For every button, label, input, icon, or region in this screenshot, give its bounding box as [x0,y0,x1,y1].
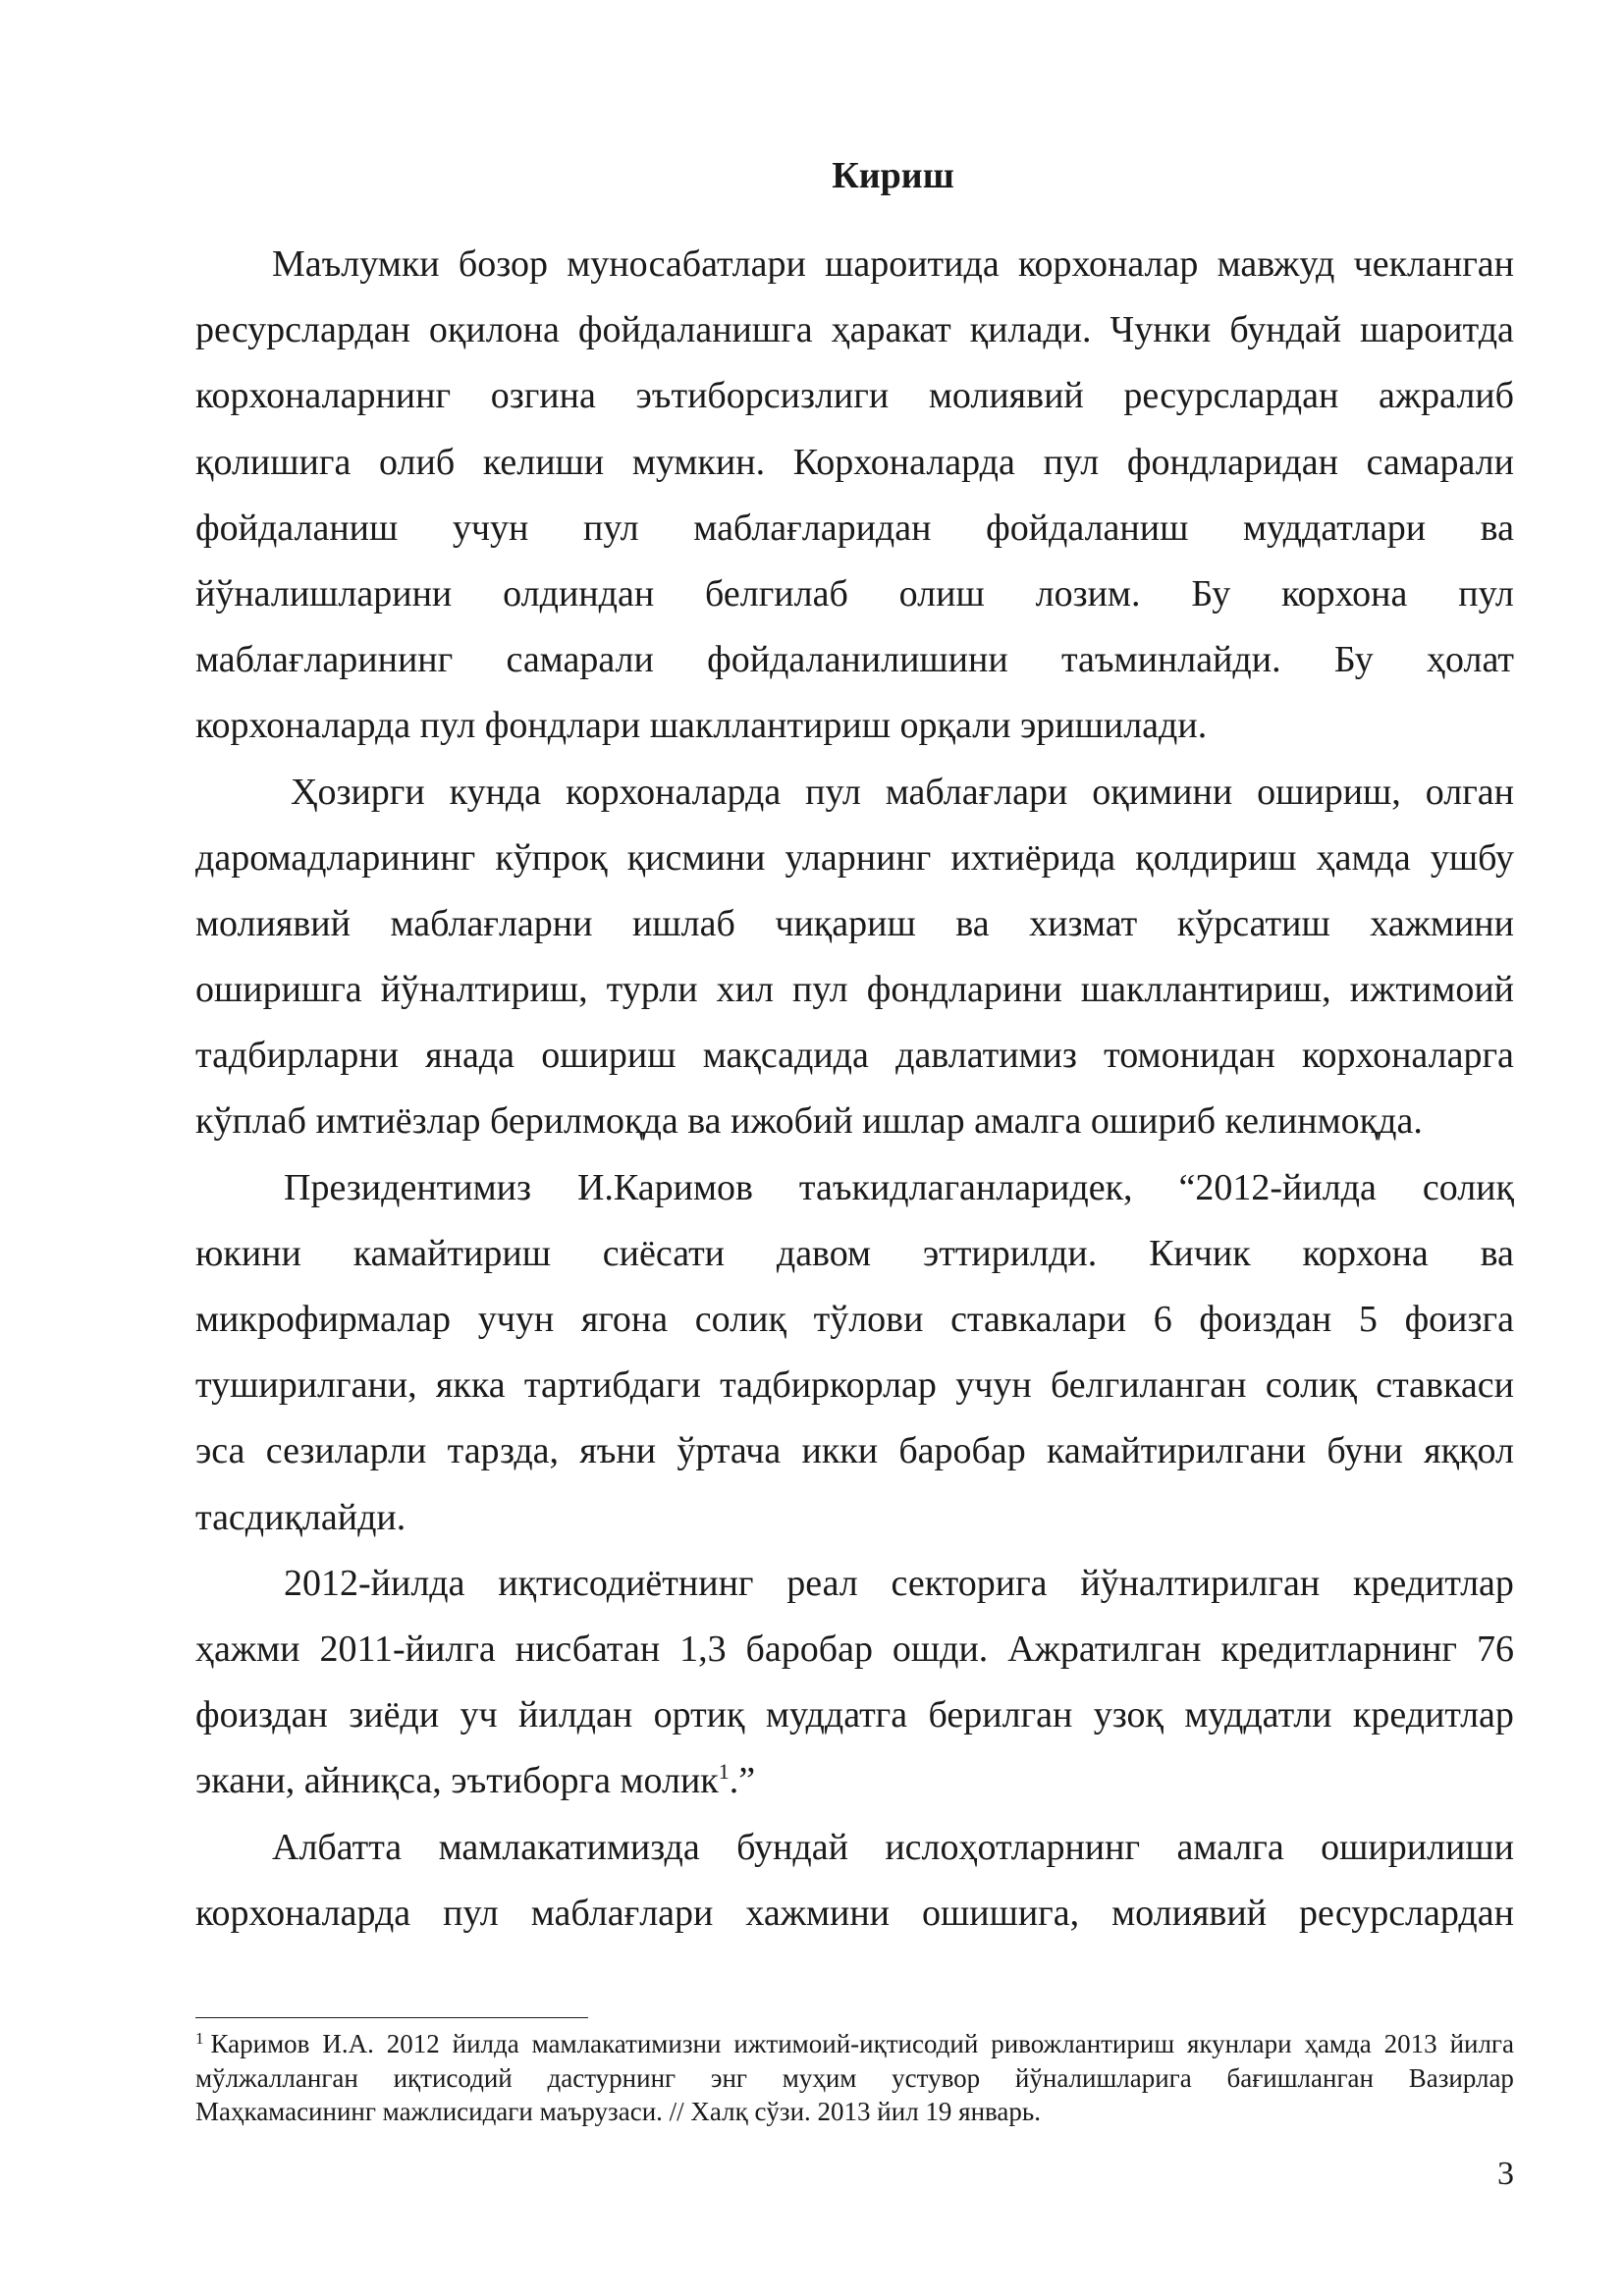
word: иқтисодиётнинг [498,1562,754,1604]
page-title: Кириш [832,155,954,196]
word: учун [477,1299,555,1340]
word: ошди. [892,1628,989,1670]
word: пул [1043,441,1100,483]
word: мақсадида [702,1035,869,1077]
word: йўналтириш, [380,969,588,1011]
text-line: тасдиқлайди. [195,1496,406,1538]
word: маблағлари [885,771,1068,813]
word: баробар [898,1430,1026,1472]
word: буни [1326,1430,1403,1472]
word: 2012-йилда [284,1562,465,1604]
word: олиш [898,572,985,614]
word: корхоналарда [195,1892,411,1934]
word: йилдан [518,1694,633,1736]
footnote-line [195,2027,1514,2061]
word: тадбирларни [195,1035,399,1077]
word: зиёди [349,1694,440,1736]
word: ошишига, [921,1892,1080,1934]
word: ягона [580,1299,669,1340]
word: тадбиркорлар [720,1364,937,1407]
word: солиқ [1265,1364,1357,1407]
word: олган [1425,771,1514,813]
word: И.Каримов [576,1166,753,1208]
word: қисмини [626,836,766,879]
word: И.А. [322,2029,374,2058]
word: яққол [1424,1430,1514,1472]
word: бағишланган [1226,2062,1374,2093]
word: баробар [745,1628,873,1670]
word: муносабатлари [567,243,806,285]
word: ҳажми [195,1628,300,1670]
word: кредитларнинг [1220,1628,1458,1670]
word: Бу [1191,572,1231,614]
word: Каримов [210,2029,310,2058]
word: 2011-йилга [319,1628,496,1670]
word: амалга [1176,1826,1284,1868]
word: янада [425,1035,515,1077]
word: мумкин. [631,441,766,483]
text-line [195,1287,1514,1353]
word: ҳаракат [831,309,951,351]
word: Албатта [272,1826,403,1868]
text-line [195,1418,1514,1484]
word: реал [786,1562,858,1604]
paragraph [195,1551,1514,1815]
word: хизмат [1029,902,1138,944]
word: ҳамда [1316,836,1411,879]
text-line [195,430,1514,496]
text-line [195,957,1514,1023]
word: микрофирмалар [195,1299,452,1340]
word: Чунки [1110,309,1212,351]
text-line [195,1155,1514,1221]
word: йўналишларини [195,572,453,614]
word: таъкидлаганларидек, [798,1166,1133,1208]
word: давом [776,1232,872,1274]
word: оқилона [428,309,560,351]
word: кредитлар [1352,1694,1514,1736]
word: оширилиши [1321,1826,1514,1868]
word: юкини [195,1232,301,1274]
paragraph [195,1155,1514,1551]
word: 1,3 [679,1628,727,1670]
word: муддатга [765,1694,908,1736]
footnote-line: Маҳкамасининг мажлисидаги маърузаси. // Халқ сўзи. 2013 йил 19 январь. [195,2097,1041,2126]
word: узоқ [1093,1694,1164,1736]
word: олиб [379,441,456,483]
word: уч [460,1694,498,1736]
word: ошириш, [1257,771,1401,813]
word: мўлжалланган [195,2062,358,2093]
word: корхоналарда [566,771,782,813]
word: қолдириш [1135,836,1297,879]
footnote-ref: 1 [718,1759,730,1785]
word: самарали [506,639,654,681]
word: самарали [1366,441,1514,483]
word: кўпроқ [495,836,608,879]
word: корхоналарга [1302,1035,1514,1077]
word: корхоналар [1017,243,1199,285]
word: шакллантириш, [1080,969,1331,1011]
text-line [195,496,1514,561]
word: йилга [1449,2029,1514,2058]
word: ҳолат [1426,639,1514,681]
word: ресурслардан [195,309,410,351]
word: ижтимоий [1349,969,1514,1011]
paragraph [195,232,1514,760]
word: ва [1480,1232,1514,1274]
word: корхона [1281,572,1408,614]
word: 6 [1153,1299,1172,1340]
word: 2013 [1383,2029,1437,2058]
word: мамлакатимизда [438,1826,700,1868]
word: давлатимиз [895,1035,1077,1077]
word: ихтиёрида [950,836,1116,879]
word: кўрсатиш [1176,902,1330,944]
word: Бу [1333,639,1374,681]
word: фойдаланиш [986,507,1189,549]
word: маблағларининг [195,639,454,681]
word: ривожлантириш [991,2029,1175,2058]
word: фондларидан [1126,441,1338,483]
word: пул [792,969,848,1011]
footnote-separator [195,2017,588,2018]
word: муддатлари [1243,507,1427,549]
word: 2012 [386,2029,440,2058]
word: қилади. [969,309,1092,351]
word: ва [1480,507,1514,549]
word: тарзда, [447,1430,560,1472]
word: турли [606,969,698,1011]
footnote-marker: 1 [195,2029,204,2048]
word: маблағларидан [693,507,932,549]
word: кредитлар [1352,1562,1514,1604]
text-line [195,1748,1514,1814]
text-line [195,1221,1514,1287]
word: чиқариш [775,902,916,944]
word: таъминлайди. [1060,639,1281,681]
word: пул [805,771,861,813]
word: дастурнинг [547,2062,677,2093]
closing-punctuation: .” [729,1760,756,1802]
word: корхоналарнинг [195,375,452,417]
word: муҳим [782,2062,857,2093]
word: учун [955,1364,1032,1407]
word: келиши [482,441,605,483]
word: фоизга [1404,1299,1514,1340]
word: камайтирилгани [1046,1430,1307,1472]
word: Ҳозирги [291,771,425,813]
text-line [195,1617,1514,1682]
text-line [195,1353,1514,1418]
word: пул [583,507,639,549]
word: энг [710,2062,747,2093]
word: даромадларининг [195,836,476,879]
word: йилда [452,2029,519,2058]
word: белгиланган [1050,1364,1247,1407]
word: яъни [579,1430,657,1472]
word: муддатли [1184,1694,1332,1736]
footnote [195,2027,1514,2129]
word: корхона [1302,1232,1429,1274]
word: ставкаси [1376,1364,1514,1407]
word: камайтириш [352,1232,551,1274]
word: оқимини [1092,771,1233,813]
word: солиқ [1422,1166,1514,1208]
word: молиявий [928,375,1084,417]
text-line [195,891,1514,957]
word: устувор [892,2062,981,2093]
word: озгина [490,375,596,417]
word: Вазирлар [1408,2062,1514,2093]
word: уларнинг [785,836,932,879]
word: эътиборсизлиги [635,375,890,417]
word: ресурслардан [1123,375,1339,417]
word: тартибдаги [523,1364,701,1407]
text-line [195,1023,1514,1089]
word: эса [195,1430,245,1472]
word: хил [716,969,774,1011]
footnote-line [195,2061,1514,2096]
word: ҳамда [1304,2029,1372,2058]
word: солиқ [694,1299,786,1340]
text-line [195,1682,1514,1748]
word: “2012-йилда [1178,1166,1377,1208]
word: якунлари [1187,2029,1292,2058]
word: йўналтирилган [1080,1562,1321,1604]
word: ислоҳотларнинг [885,1826,1141,1868]
footnote-line-text [211,2027,1515,2061]
word: оширишга [195,969,362,1011]
word: сезиларли [265,1430,427,1472]
word: Корхоналарда [792,441,1015,483]
word: ошириш [541,1035,677,1077]
word: ставкалари [950,1299,1127,1340]
word: секторига [891,1562,1048,1604]
word: йўналишларига [1014,2062,1192,2093]
word: иқтисодий [393,2062,513,2093]
word: белгилаб [705,572,848,614]
word: ортиқ [653,1694,745,1736]
word: шароитида [825,243,1000,285]
word: Кичик [1149,1232,1251,1274]
text-line [195,1815,1514,1881]
text-line: корхоналарда пул фондлари шакллантириш орқали эришилади. [195,705,1208,747]
text-line: кўплаб имтиёзлар берилмоқда ва ижобий ишлар амалга ошириб келинмоқда. [195,1100,1423,1143]
word: учун [452,507,529,549]
word: маблағларни [390,902,593,944]
word: 76 [1476,1628,1514,1670]
word: молиявий [1111,1892,1268,1934]
body-text [195,232,1514,1947]
word: ушбу [1430,836,1514,879]
word: фойдаланилишини [707,639,1008,681]
word: мавжуд [1217,243,1335,285]
word: ижтимоий-иқтисодий [733,2029,979,2058]
word: маблағлари [530,1892,714,1934]
text-line [195,363,1514,429]
word: шароитда [1360,309,1514,351]
text-line [195,232,1514,297]
word: фойдаланиш [195,507,399,549]
word: ажралиб [1379,375,1514,417]
text-line [195,1881,1514,1947]
word: чекланган [1353,243,1514,285]
text-line [195,297,1514,363]
word: бундай [736,1826,848,1868]
word: икки [801,1430,879,1472]
word: тўлови [813,1299,924,1340]
word: хажмини [745,1892,891,1934]
word: молиявий [195,902,351,944]
word: фоиздан [1199,1299,1332,1340]
word: Ажратилган [1007,1628,1202,1670]
word: бозор [458,243,548,285]
word: кунда [449,771,542,813]
word: бундай [1229,309,1342,351]
word: пул [1458,572,1514,614]
word: туширилгани, [195,1364,417,1407]
page-number: 3 [1497,2156,1514,2192]
word: олдиндан [503,572,655,614]
word: хажмини [1370,902,1514,944]
word: нисбатан [514,1628,661,1670]
word: Маълумки [272,243,440,285]
word: фондларини [866,969,1062,1011]
word: ишлаб [632,902,735,944]
text-line-content: экани, айниқса, эътиборга молик [195,1760,719,1802]
text-line [195,760,1514,826]
text-line [195,826,1514,891]
text-line [195,1551,1514,1617]
word: эттирилди. [922,1232,1098,1274]
word: фойдаланишга [577,309,813,351]
word: пул [443,1892,499,1934]
word: томонидан [1104,1035,1275,1077]
word: Президентимиз [284,1166,531,1208]
word: 5 [1358,1299,1378,1340]
word: лозим. [1035,572,1141,614]
word: фоиздан [195,1694,328,1736]
paragraph [195,1815,1514,1947]
word: мамлакатимизни [531,2029,722,2058]
word: сиёсати [602,1232,726,1274]
paragraph [195,760,1514,1155]
word: ресурслардан [1299,1892,1514,1934]
text-line [195,627,1514,693]
word: қолишига [195,441,352,483]
word: якка [435,1364,506,1407]
word: ва [955,902,990,944]
text-line [195,561,1514,627]
word: ўртача [677,1430,782,1472]
word: берилган [928,1694,1073,1736]
